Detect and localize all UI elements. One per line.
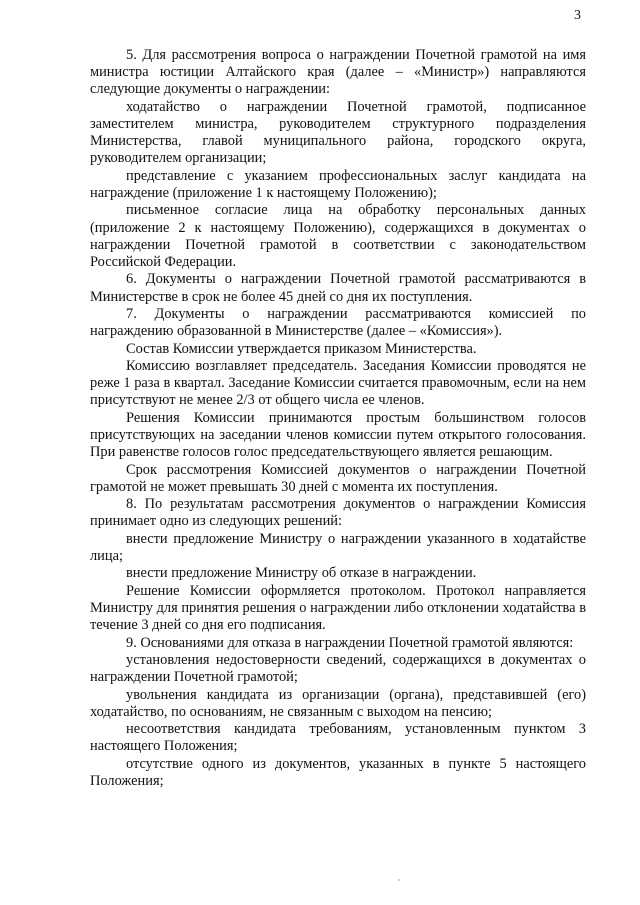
- paragraph-6: 6. Документы о награждении Почетной грамотой рассматриваются в Министерстве в срок не более 45 дней со дня их поступления.: [90, 271, 586, 305]
- paragraph-commission-decisions: Решения Комиссии принимаются простым большинством голосов присутствующих на заседании членов комиссии путем открытого голосования. При равенстве голосов голос председательствующего является решающим.: [90, 409, 586, 461]
- list-item-petition: ходатайство о награждении Почетной грамотой, подписанное заместителем министра, руководителем структурного подразделения Министерства, главой муниципального района, городского округа, руководителем организации;: [90, 98, 586, 167]
- paragraph-8: 8. По результатам рассмотрения документов о награждении Комиссия принимает одно из следующих решений:: [90, 496, 586, 530]
- list-item-propose-award: внести предложение Министру о награждении указанного в ходатайстве лица;: [90, 530, 586, 564]
- paragraph-5-intro: 5. Для рассмотрения вопроса о награждении Почетной грамотой на имя министра юстиции Алтайского края (далее – «Министр») направляются следующие документы о награждении:: [90, 47, 586, 98]
- list-item-dismissal: увольнения кандидата из организации (органа), представившей (его) ходатайство, по основаниям, не связанным с выходом на пенсию;: [90, 686, 586, 720]
- paragraph-commission-chair: Комиссию возглавляет председатель. Заседания Комиссии проводятся не реже 1 раза в квартал. Заседание Комиссии считается правомочным, если на нем присутствуют не менее 2/3 от общего числа ее членов.: [90, 357, 586, 409]
- paragraph-protocol: Решение Комиссии оформляется протоколом. Протокол направляется Министру для принятия решения о награждении либо отклонении ходатайства в течение 3 дней со дня его подписания.: [90, 582, 586, 634]
- paragraph-7: 7. Документы о награждении рассматриваются комиссией по награждению образованной в Министерстве (далее – «Комиссия»).: [90, 305, 586, 340]
- list-item-consent: письменное согласие лица на обработку персональных данных (приложение 2 к настоящему Положению), содержащихся в документах о награждении Почетной грамотой в соответствии с законодательством Российской Федерации.: [90, 202, 586, 270]
- document-body: [90, 47, 586, 790]
- paragraph-commission-composition: Состав Комиссии утверждается приказом Министерства.: [126, 340, 477, 357]
- list-item-false-info: установления недостоверности сведений, содержащихся в документах о награждении Почетной грамотой;: [90, 651, 586, 686]
- list-item-missing-document: отсутствие одного из документов, указанных в пункте 5 настоящего Положения;: [90, 755, 586, 789]
- page-number: 3: [574, 8, 581, 23]
- list-item-propose-refusal: внести предложение Министру об отказе в награждении.: [126, 565, 477, 582]
- paragraph-review-period: Срок рассмотрения Комиссией документов о награждении Почетной грамотой не может превышать 30 дней с момента их поступления.: [90, 461, 586, 495]
- paragraph-9: 9. Основаниями для отказа в награждении Почетной грамотой являются:: [126, 634, 574, 651]
- list-item-noncompliance: несоответствия кандидата требованиям, установленным пунктом 3 настоящего Положения;: [90, 721, 586, 755]
- list-item-representation: представление с указанием профессиональных заслуг кандидата на награждение (приложение 1 к настоящему Положению);: [90, 167, 586, 201]
- scan-mark: [398, 879, 400, 881]
